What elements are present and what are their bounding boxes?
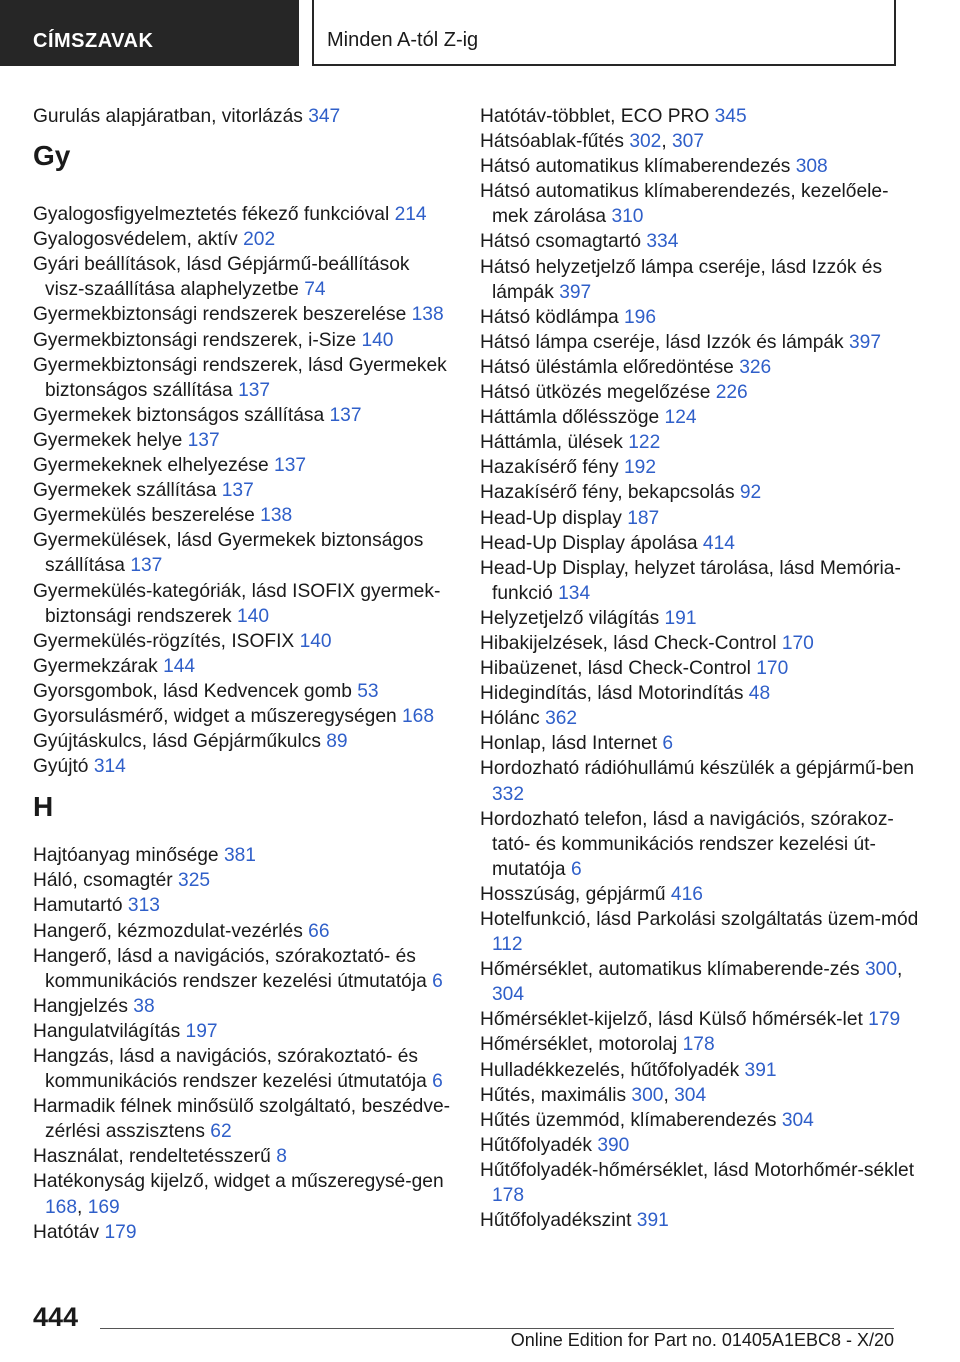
- page-link[interactable]: 362: [545, 708, 578, 730]
- index-term: Hotelfunkció, lásd Parkolási szolgáltatás üzem-mód: [480, 909, 919, 930]
- page-link[interactable]: 137: [329, 404, 362, 426]
- page-link[interactable]: 197: [185, 1020, 218, 1042]
- page-link[interactable]: 381: [223, 845, 256, 867]
- page-link[interactable]: 192: [624, 457, 657, 479]
- index-entry: [480, 380, 920, 405]
- index-term: Gyermekek szállítása: [33, 480, 217, 502]
- page-link[interactable]: 310: [611, 206, 644, 228]
- index-entry: [480, 756, 920, 806]
- index-term: Hidegindítás, lásd Motorindítás: [480, 683, 744, 705]
- index-term: Hátsóablak-fűtés: [480, 131, 624, 153]
- index-entry: [33, 302, 453, 327]
- index-entry: [33, 754, 453, 779]
- page-link[interactable]: 391: [636, 1210, 669, 1232]
- index-term: Hátsó lámpa cseréje, lásd Izzók és lámpák: [480, 331, 844, 353]
- index-term: Hűtés, maximális: [480, 1084, 627, 1106]
- index-entry: [33, 654, 453, 679]
- index-term: Gyermekülés-rögzítés, ISOFIX: [33, 630, 295, 652]
- index-entry: [33, 1019, 453, 1044]
- page-link[interactable]: 140: [299, 630, 332, 652]
- page-link[interactable]: 196: [624, 306, 657, 328]
- index-entry: [480, 731, 920, 756]
- page-footer: [0, 1290, 960, 1362]
- index-entry: [480, 882, 920, 907]
- index-entry: [480, 656, 920, 681]
- index-term: Hangjelzés: [33, 995, 128, 1017]
- page-link[interactable]: 112: [492, 934, 523, 956]
- index-entry: [480, 531, 920, 556]
- index-term: Hibaüzenet, lásd Check-Control: [480, 658, 751, 680]
- index-entry: [480, 179, 920, 229]
- page-link[interactable]: 6: [662, 733, 674, 755]
- index-entry: [33, 704, 453, 729]
- page-link[interactable]: 92: [739, 482, 762, 504]
- index-entry: [480, 355, 920, 380]
- header-title-box: [312, 0, 896, 66]
- index-term: Head-Up Display ápolása: [480, 532, 698, 554]
- page-separator: ,: [663, 1084, 675, 1106]
- page-separator: ,: [661, 131, 673, 153]
- page-link[interactable]: 178: [492, 1185, 525, 1207]
- index-term: Hatótáv: [33, 1221, 100, 1243]
- index-entry: [33, 1094, 453, 1144]
- page-link[interactable]: 170: [781, 632, 814, 654]
- index-entry: [480, 957, 920, 1007]
- page-link[interactable]: 214: [394, 204, 427, 226]
- page-link[interactable]: 304: [781, 1109, 814, 1131]
- index-entry: [480, 807, 920, 882]
- page-link[interactable]: 124: [664, 407, 697, 429]
- index-term: Hangerő, lásd a navigációs, szórakoztató- és kommunikációs rendszer kezelési útmutatója: [33, 945, 427, 992]
- index-column-right: [480, 104, 920, 1233]
- index-entry: [33, 104, 453, 129]
- index-entry: [480, 606, 920, 631]
- index-term: Hátsó automatikus klímaberendezés: [480, 156, 791, 178]
- index-entry: [33, 629, 453, 654]
- index-entry: [33, 478, 453, 503]
- index-entry: [33, 227, 453, 252]
- index-term: Hátsó automatikus klímaberendezés, kezelőele-mek zárolása: [480, 181, 889, 228]
- index-entry: [33, 944, 453, 994]
- page-link[interactable]: 334: [646, 231, 679, 253]
- page-link[interactable]: 302: [629, 131, 662, 153]
- page-link[interactable]: 66: [308, 920, 330, 942]
- index-term: Hordozható telefon, lásd a navigációs, szórakoz-tató- és kommunikációs rendszer kezelési út-mutatója: [480, 808, 894, 880]
- index-entry: [480, 104, 920, 129]
- index-entry: [33, 202, 453, 227]
- page-link[interactable]: 307: [672, 131, 705, 153]
- page-link[interactable]: 304: [492, 984, 525, 1006]
- index-entry: [480, 631, 920, 656]
- index-term: Gyermekbiztonsági rendszerek, lásd Gyermekek biztonságos szállítása: [33, 354, 447, 401]
- index-term: Gurulás alapjáratban, vitorlázás: [33, 106, 303, 127]
- page-link[interactable]: 8: [276, 1146, 287, 1168]
- index-entry: [480, 405, 920, 430]
- index-term: Gyermekülés-kategóriák, lásd ISOFIX gyermek-biztonsági rendszerek: [33, 580, 441, 627]
- index-term: Hólánc: [480, 708, 540, 730]
- index-term: Gyermekek biztonságos szállítása: [33, 404, 325, 426]
- page-number: 444: [33, 1302, 79, 1332]
- index-entry: [480, 506, 920, 531]
- index-entry: [33, 868, 453, 893]
- index-entry: [33, 994, 453, 1019]
- index-term: Harmadik félnek minősülő szolgáltató, beszédve-zérlési asszisztens: [33, 1096, 451, 1143]
- index-term: Honlap, lásd Internet: [480, 733, 658, 755]
- index-term: Hőmérséklet-kijelző, lásd Külső hőmérsék-let: [480, 1009, 863, 1031]
- index-term: Háló, csomagtér: [33, 870, 173, 892]
- index-entry: [33, 453, 453, 478]
- index-term: Gyermekek helye: [33, 429, 183, 451]
- page-link[interactable]: 308: [795, 156, 828, 178]
- page-link[interactable]: 313: [127, 895, 160, 917]
- page-link[interactable]: 332: [492, 783, 525, 805]
- index-entry: [33, 353, 453, 403]
- footer-divider: [100, 1328, 894, 1329]
- index-term: Háttámla, ülések: [480, 432, 623, 454]
- page-link[interactable]: 6: [432, 970, 443, 992]
- index-entry: [480, 430, 920, 455]
- index-entry: [33, 428, 453, 453]
- index-entry: [33, 729, 453, 754]
- page-link[interactable]: 137: [221, 480, 254, 502]
- index-term: Háttámla dőlésszöge: [480, 407, 660, 429]
- index-term: Hordozható rádióhullámú készülék a gépjármű-ben: [480, 758, 915, 780]
- index-term: Hamutartó: [33, 895, 123, 917]
- index-term: Hatótáv-többlet, ECO PRO: [480, 106, 710, 127]
- page-link[interactable]: 179: [868, 1009, 901, 1031]
- index-term: Hűtőfolyadékszint: [480, 1210, 632, 1232]
- index-term: Head-Up display: [480, 507, 622, 529]
- index-term: Gyermekbiztonsági rendszerek beszerelése: [33, 304, 407, 326]
- index-entry: [480, 1108, 920, 1133]
- index-entry: [33, 919, 453, 944]
- tab-keywords[interactable]: [0, 0, 299, 66]
- page-link[interactable]: 416: [670, 883, 703, 905]
- page-link[interactable]: 226: [715, 382, 748, 404]
- index-term: Hőmérséklet, automatikus klímaberende-zés: [480, 959, 860, 981]
- index-entry: [33, 679, 453, 704]
- page-link[interactable]: 137: [130, 555, 163, 577]
- index-term: Gyújtáskulcs, lásd Gépjárműkulcs: [33, 731, 321, 753]
- index-entry: [480, 1208, 920, 1233]
- index-term: Hűtőfolyadék: [480, 1134, 592, 1156]
- index-entry: [33, 843, 453, 868]
- index-term: Gyermekülés beszerelése: [33, 505, 255, 527]
- index-term: Hibakijelzések, lásd Check-Control: [480, 632, 777, 654]
- index-term: Gyermekülések, lásd Gyermekek biztonságos szállítása: [33, 530, 424, 577]
- page-link[interactable]: 170: [756, 658, 789, 680]
- index-term: Hulladékkezelés, hűtőfolyadék: [480, 1059, 740, 1081]
- index-term: Hátsó helyzetjelző lámpa cseréje, lásd Izzók és lámpák: [480, 256, 883, 303]
- index-term: Gyermekzárak: [33, 655, 158, 677]
- tab-keywords-label: CÍMSZAVAK: [33, 30, 154, 52]
- section-heading-h: H: [33, 791, 54, 823]
- index-term: Gyalogosvédelem, aktív: [33, 229, 238, 251]
- index-entry: [480, 1133, 920, 1158]
- index-term: Hűtőfolyadék-hőmérséklet, lásd Motorhőmér-séklet: [480, 1159, 915, 1181]
- index-entry: [480, 1158, 920, 1208]
- index-entry: [33, 503, 453, 528]
- index-entry: [480, 154, 920, 179]
- index-term: Hátsó ütközés megelőzése: [480, 382, 711, 404]
- index-term: Helyzetjelző világítás: [480, 607, 660, 629]
- page-link[interactable]: 62: [210, 1121, 232, 1143]
- page-link[interactable]: 314: [93, 756, 126, 778]
- index-entry: [480, 480, 920, 505]
- index-entry: [480, 907, 920, 957]
- index-term: Gyalogosfigyelmeztetés fékező funkcióval: [33, 204, 390, 226]
- index-term: Hangulatvilágítás: [33, 1020, 181, 1042]
- page-separator: ,: [77, 1196, 88, 1218]
- index-term: Hátsó ködlámpa: [480, 306, 619, 328]
- page-link[interactable]: 137: [238, 379, 271, 401]
- page-link[interactable]: 6: [432, 1071, 443, 1093]
- index-entry: [480, 1083, 920, 1108]
- index-term: Gyorsulásmérő, widget a műszeregységen: [33, 705, 397, 727]
- index-entry: [480, 255, 920, 305]
- page-link[interactable]: 74: [304, 279, 326, 301]
- page-separator: ,: [897, 959, 903, 981]
- index-entry: [480, 556, 920, 606]
- page-link[interactable]: 138: [260, 505, 293, 527]
- index-term: Hazakísérő fény: [480, 457, 619, 479]
- section-heading-gy: Gy: [33, 140, 71, 172]
- header-title: Minden A-tól Z-ig: [327, 29, 479, 51]
- page-link[interactable]: 134: [558, 582, 591, 604]
- page-link[interactable]: 187: [627, 507, 660, 529]
- index-entry: [480, 1058, 920, 1083]
- page-link[interactable]: 137: [187, 429, 220, 451]
- index-term: Gyermekeknek elhelyezése: [33, 455, 269, 477]
- page-link[interactable]: 304: [674, 1084, 707, 1106]
- page-link[interactable]: 390: [597, 1134, 630, 1156]
- page-link[interactable]: 169: [87, 1196, 120, 1218]
- index-term: Hűtés üzemmód, klímaberendezés: [480, 1109, 777, 1131]
- page-link[interactable]: 202: [243, 229, 276, 251]
- index-term: Head-Up Display, helyzet tárolása, lásd Memória-funkció: [480, 557, 901, 604]
- index-term: Gyorsgombok, lásd Kedvencek gomb: [33, 680, 352, 702]
- index-term: Gyújtó: [33, 756, 89, 778]
- index-column-left: [33, 104, 453, 1245]
- page-link[interactable]: 191: [664, 607, 697, 629]
- index-entry: [33, 328, 453, 353]
- index-entry: [33, 1220, 453, 1245]
- index-term: Hangzás, lásd a navigációs, szórakoztató- és kommunikációs rendszer kezelési útmutatója: [33, 1046, 427, 1093]
- index-entry: [33, 252, 453, 302]
- index-entry: [480, 330, 920, 355]
- page-link[interactable]: 38: [133, 995, 155, 1017]
- page-link[interactable]: 178: [682, 1034, 715, 1056]
- index-entry: [33, 579, 453, 629]
- index-term: Hőmérséklet, motorolaj: [480, 1034, 678, 1056]
- page-link[interactable]: 391: [744, 1059, 777, 1081]
- page-link[interactable]: 140: [237, 605, 270, 627]
- index-entry: [480, 129, 920, 154]
- index-entry: [33, 528, 453, 578]
- index-term: Gyári beállítások, lásd Gépjármű-beállítások visz-szaállítása alaphelyzetbe: [33, 254, 410, 301]
- page-link[interactable]: 397: [559, 281, 592, 303]
- page-link[interactable]: 325: [178, 870, 211, 892]
- index-term: Hajtóanyag minősége: [33, 845, 219, 867]
- index-term: Használat, rendeltetésszerű: [33, 1146, 271, 1168]
- index-entry: [480, 1007, 920, 1032]
- index-entry: [480, 455, 920, 480]
- page-link[interactable]: 397: [849, 331, 882, 353]
- page-link[interactable]: 168: [402, 705, 435, 727]
- page-link[interactable]: 179: [104, 1221, 137, 1243]
- index-entry: [480, 681, 920, 706]
- page-link[interactable]: 89: [326, 731, 348, 753]
- page-link[interactable]: 300: [631, 1084, 664, 1106]
- edition-note: Online Edition for Part no. 01405A1EBC8 - X/20: [510, 1330, 894, 1350]
- page-link[interactable]: 48: [748, 683, 771, 705]
- page-link[interactable]: 144: [163, 655, 196, 677]
- index-entry: [33, 1044, 453, 1094]
- index-term: Hazakísérő fény, bekapcsolás: [480, 482, 735, 504]
- page-header: [0, 0, 960, 66]
- page-link[interactable]: 53: [357, 680, 379, 702]
- index-entry: [480, 305, 920, 330]
- index-entry: [480, 706, 920, 731]
- index-term: Hosszúság, gépjármű: [480, 883, 666, 905]
- index-entry: [480, 229, 920, 254]
- page-link[interactable]: 347: [308, 106, 341, 127]
- index-term: Hatékonyság kijelző, widget a műszeregysé-gen: [33, 1171, 444, 1193]
- page-link[interactable]: 168: [45, 1196, 78, 1218]
- index-entry: [33, 403, 453, 428]
- page-link[interactable]: 414: [702, 532, 735, 554]
- index-entry: [33, 1169, 453, 1219]
- page-link[interactable]: 140: [361, 329, 394, 351]
- index-term: Hangerő, kézmozdulat-vezérlés: [33, 920, 303, 942]
- index-term: Gyermekbiztonsági rendszerek, i-Size: [33, 329, 357, 351]
- page-link[interactable]: 326: [739, 356, 772, 378]
- page-link[interactable]: 345: [714, 106, 747, 127]
- index-term: Hátsó üléstámla előredöntése: [480, 356, 734, 378]
- index-term: Hátsó csomagtartó: [480, 231, 642, 253]
- index-entry: [480, 1032, 920, 1057]
- index-entry: [33, 893, 453, 918]
- page-link[interactable]: 122: [628, 432, 661, 454]
- page-link[interactable]: 300: [865, 959, 898, 981]
- page-link[interactable]: 137: [274, 455, 307, 477]
- page-link[interactable]: 138: [411, 304, 444, 326]
- index-entry: [33, 1144, 453, 1169]
- page-link[interactable]: 6: [570, 858, 582, 880]
